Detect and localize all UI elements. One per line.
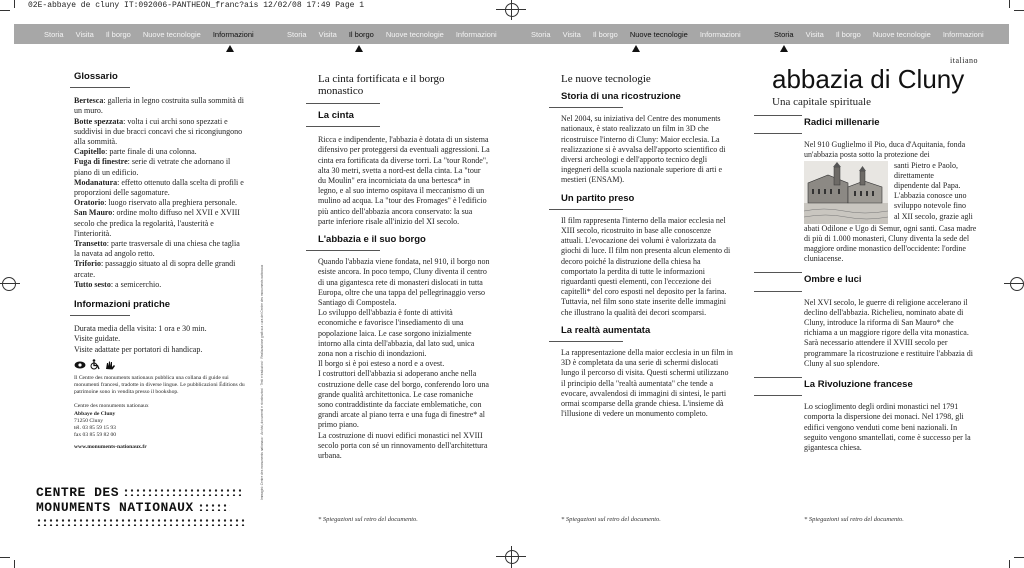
cmn-logo	[36, 486, 250, 528]
crop-mark	[1004, 283, 1024, 284]
paragraph: La rappresentazione della maior ecclesia in un film in 3D è completata da una serie di schermi dislocati lungo il percorso di visita. Questi schermi utilizzano il principio della "realtà aumentata" che tende a evocare, avvalendosi di immagini di sintesi, le parti ormai scomparse della grande chiesa. L'insieme dà l'illusione di vedere un monumento completo.	[561, 348, 733, 419]
nav-informazioni[interactable]: Informazioni	[942, 29, 984, 39]
subsection-title: La realtà aumentata	[561, 324, 651, 336]
crop-mark	[0, 557, 10, 558]
paragraph: Nel 2004, su iniziativa del Centre des monuments nationaux, è stato realizzato un film in 3D che ricostruisce l'interno di Cluny: Maior ecclesia. La realizzazione si è avvalsa dell'apporto scientifico di diversi archeologi e dell'apporto tecnico degli ingegneri della scuola nazionale superiore di arti e mestieri (ENSAM).	[561, 114, 726, 185]
glossary-title: Glossario	[74, 71, 118, 82]
glossary-entry: Triforio: passaggio situato al di sopra delle grandi arcate.	[74, 259, 236, 279]
collection-note: Il Centre des monuments nationaux pubblica una collana di guide sui monumenti francesi, tradotte in diverse lingue. Le pubblicazioni Éditions du patrimoine sono in vendita presso il bookshop.	[74, 374, 245, 396]
subsection-title: L'abbazia e il suo borgo	[318, 234, 426, 246]
nav-group-1	[44, 24, 266, 44]
crop-mark	[0, 10, 10, 11]
nav-informazioni[interactable]: Informazioni	[455, 29, 497, 39]
crop-mark	[0, 283, 20, 284]
nav-visita[interactable]: Visita	[318, 29, 337, 39]
footnote: * Spiegazioni sul retro del documento.	[561, 516, 661, 523]
column-informazioni	[74, 60, 246, 451]
paragraph: Lo scioglimento degli ordini monastici nel 1791 comporta la dispersione dei monaci. Nel 1798, gli edifici vengono venduti come beni nazionali. In seguito vengono smantellati, come è successo per la gigantesca chiesa.	[804, 402, 971, 453]
nav-storia[interactable]: Storia	[531, 29, 551, 39]
wheelchair-icon	[90, 359, 101, 370]
paragraph: Quando l'abbazia viene fondata, nel 910, il borgo non esiste ancora. In poco tempo, Cluny diventa il centro di una gigantesca rete di monasteri dislocati in tutta Europa, oltre che una tappa del pellegrinaggio verso Santiago di Compostela.	[318, 257, 490, 308]
address-line: 71250 Cluny	[74, 417, 104, 424]
paragraph: Il film rappresenta l'interno della maior ecclesia nel XIII secolo, ricostruito in base alle conoscenze attuali. L'evocazione dei volumi è valorizzata da giochi di luce. Il film non presenta alcun elemento di decoro poiché la distruzione della chiesa ha comportato la perdita di tutte le informazioni riguardanti questi elementi, con l'eccezione dei capitelli* del coro esposti nel deposito per la farina. Tuttavia, nel film sono state inserite delle immagini che illustrano la qualità dei decori scomparsi.	[561, 215, 731, 317]
roots-text	[804, 140, 978, 264]
registration-target-icon	[1010, 277, 1024, 291]
nav-il-borgo[interactable]: Il borgo	[105, 29, 131, 39]
divider	[549, 341, 623, 342]
subsection-title: Radici millenarie	[804, 117, 880, 128]
nav-group-4	[774, 24, 996, 44]
address-line: fax 03 85 59 82 00	[74, 432, 117, 439]
column-storia	[772, 56, 978, 453]
glossary-entry: Transetto: parte trasversale di una chiesa che taglia la navata ad angolo retto.	[74, 239, 240, 259]
paragraph: abati Odilone e Ugo di Semur, ogni santi. Casa madre di più di 1.000 monasteri, Cluny diventa la sede del maggiore ordine monastico dell'occidente: l'ordine cluniacense.	[804, 223, 977, 264]
practical-info-item: Durata media della visita: 1 ora e 30 min.	[74, 324, 207, 334]
active-marker-icon	[780, 45, 788, 52]
address-line: Centre des monuments nationaux	[74, 403, 149, 410]
nav-il-borgo[interactable]: Il borgo	[348, 29, 374, 39]
column-nuove-tecnologie	[561, 60, 733, 419]
logo-dots	[123, 488, 241, 496]
wrapped-line: santi Pietro e Paolo,	[894, 160, 958, 170]
active-marker-icon	[226, 45, 234, 52]
wrapped-line: dipendente dal Papa.	[894, 181, 961, 191]
practical-info-title: Informazioni pratiche	[74, 299, 171, 311]
nav-storia[interactable]: Storia	[44, 29, 64, 39]
crop-mark	[1014, 10, 1024, 11]
nav-storia[interactable]: Storia	[774, 29, 794, 39]
paragraph: La costruzione di nuovi edifici monastici nel XVIII secolo porta con sé un rinnovamento dell'architettura urbana.	[318, 430, 488, 461]
divider	[754, 272, 802, 273]
divider	[549, 209, 623, 210]
nav-nuove-tecnologie[interactable]: Nuove tecnologie	[872, 29, 931, 39]
main-title: abbazia di Cluny	[772, 64, 965, 94]
subsection-title: La cinta	[318, 110, 354, 121]
eye-icon	[74, 360, 86, 370]
nav-il-borgo[interactable]: Il borgo	[592, 29, 618, 39]
active-marker-icon	[355, 45, 363, 52]
divider	[754, 115, 802, 116]
registration-target-icon	[2, 277, 16, 291]
glossary-entry: San Mauro: ordine molto diffuso nel XVII e XVIII secolo che predica la regolarità, l'austerità e l'interiorità.	[74, 208, 240, 238]
section-title: Le nuove tecnologie	[561, 73, 651, 85]
subtitle: Una capitale spirituale	[772, 96, 871, 108]
paragraph: Nel 910 Guglielmo il Pio, duca d'Aquitania, fonda un'abbazia posta sotto la protezione dei	[804, 140, 966, 160]
divider	[70, 315, 130, 316]
website-link[interactable]: www.monuments-nationaux.fr	[74, 443, 147, 450]
nav-bar	[14, 24, 1009, 44]
registration-target-icon	[505, 550, 519, 564]
vertical-credits: Immagini: Centre des monuments nationaux · Archivi, documenti e ricostruzioni · Testi e traduzioni · Realizzazione grafica a cura del Centre des monuments nationaux	[260, 264, 264, 500]
paragraph: Lo sviluppo dell'abbazia è fonte di attività economiche e favorisce l'insediamento di una popolazione laica. Le case sorgono inizialmente intorno alla cinta dell'abbazia, dal lato sud, unica zona non a rischio di inondazioni.	[318, 308, 475, 359]
paragraph: Il borgo si è poi esteso a nord e a ovest.	[318, 359, 445, 369]
glossary-entry: Botte spezzata: volta i cui archi sono spezzati e suddivisi in due bracci concavi che si ricongiungono alla sommità.	[74, 116, 243, 147]
divider	[754, 291, 802, 292]
nav-informazioni[interactable]: Informazioni	[699, 29, 741, 39]
registration-target-icon	[505, 3, 519, 17]
crop-mark	[511, 546, 512, 568]
wrapped-line: al XII secolo, grazie agli	[894, 211, 973, 221]
paragraph: I costruttori dell'abbazia si adoperano anche nella costruzione delle case del borgo, conferendo loro una grande qualità architettonica. Le case romaniche sono contraddistinte da facciate emblematiche, con grandi arcate al piano terra e una fuga di finestre* al primo piano.	[318, 369, 489, 430]
paragraph: Nel XVI secolo, le guerre di religione accelerano il declino dell'abbazia. Richelieu, nominato abate di Cluny, introduce la riforma di San Mauro* che richiama a un maggiore rigore della vita monastica. Sarà necessario attendere il XVIII secolo per programmare la ricostruzione e restituire l'abbazia di Cluny al suo splendore.	[804, 297, 973, 368]
accessibility-icons	[74, 359, 246, 371]
nav-nuove-tecnologie[interactable]: Nuove tecnologie	[629, 29, 688, 39]
glossary-entry: Capitello: parte finale di una colonna.	[74, 147, 197, 157]
subsection-title: Ombre e luci	[804, 274, 862, 286]
nav-storia[interactable]: Storia	[287, 29, 307, 39]
divider	[306, 103, 380, 104]
divider	[549, 107, 623, 108]
crop-mark	[1009, 560, 1010, 568]
address-line: Abbaye de Cluny	[74, 410, 116, 417]
divider	[754, 395, 802, 396]
glossary-entry: Modanatura: effetto ottenuto dalla scelta di profili e proporzioni delle sagomature.	[74, 177, 244, 198]
divider	[306, 126, 380, 127]
practical-info-list	[74, 324, 246, 355]
glossary-list	[74, 96, 246, 290]
subsection-title: La Rivoluzione francese	[804, 379, 913, 391]
subsection-title: Un partito preso	[561, 192, 635, 204]
nav-nuove-tecnologie[interactable]: Nuove tecnologie	[142, 29, 201, 39]
footnote: * Spiegazioni sul retro del documento.	[318, 516, 418, 523]
paragraph: Ricca e indipendente, l'abbazia è dotata di un sistema difensivo per proteggersi da eventuali aggressioni. La cinta era fortificata da diverse torri. La "tour Ronde", alta 30 metri, svetta a nord-est della cinta. La "tour du Moulin" era incorniciata da una bertesca* in legno, e al suo interno ospitava il meccanismo di un mulino ad acqua. La "tour des Fromages" è l'edificio più antico dell'abbazia ancora conservato: la sua parte inferiore risale all'inizio del XI secolo.	[318, 135, 490, 226]
paragraph-group	[318, 257, 490, 461]
divider	[754, 377, 802, 378]
nav-nuove-tecnologie[interactable]: Nuove tecnologie	[385, 29, 444, 39]
nav-visita[interactable]: Visita	[75, 29, 94, 39]
nav-visita[interactable]: Visita	[805, 29, 824, 39]
hands-icon	[105, 360, 117, 370]
language-label: italiano	[950, 56, 978, 65]
active-marker-icon	[632, 45, 640, 52]
logo-dots	[36, 518, 246, 526]
footnote: * Spiegazioni sul retro del documento.	[804, 516, 904, 523]
crop-mark	[1014, 557, 1024, 558]
subsection-title: Storia di una ricostruzione	[561, 91, 681, 102]
abbey-engraving	[804, 161, 888, 224]
divider	[754, 133, 802, 134]
wrapped-line: sviluppo notevole fino	[894, 201, 966, 211]
logo-line-1: CENTRE DES	[36, 484, 120, 500]
wrapped-line: L'abbazia conosce uno	[894, 191, 967, 201]
crop-mark	[1009, 0, 1010, 8]
nav-group-3	[531, 24, 753, 44]
crop-mark	[14, 560, 15, 568]
glossary-entry: Oratorio: luogo riservato alla preghiera personale.	[74, 198, 238, 208]
print-header: 02E-abbaye de cluny IT:092006-PANTHEON_franc?ais 12/02/08 17:49 Page 1	[28, 1, 365, 10]
divider	[70, 87, 130, 88]
address-block	[74, 403, 246, 439]
practical-info-item: Visite guidate.	[74, 334, 121, 344]
wrapped-line: direttamente	[894, 170, 934, 180]
nav-visita[interactable]: Visita	[562, 29, 581, 39]
divider	[306, 250, 380, 251]
nav-informazioni[interactable]: Informazioni	[212, 29, 254, 39]
section-title: La cinta fortificata e il borgo monastico	[318, 73, 445, 97]
logo-line-2: MONUMENTS NATIONAUX	[36, 499, 194, 515]
crop-mark	[14, 0, 15, 8]
nav-group-2	[287, 24, 509, 44]
glossary-entry: Tutto sesto: a semicerchio.	[74, 279, 162, 289]
glossary-entry: Fuga di finestre: serie di vetrate che adornano il piano di un edificio.	[74, 157, 231, 177]
logo-dots	[198, 503, 230, 511]
column-il-borgo	[318, 60, 490, 461]
nav-il-borgo[interactable]: Il borgo	[835, 29, 861, 39]
glossary-entry: Bertesca: galleria in legno costruita sulla sommità di un muro.	[74, 96, 244, 116]
practical-info-item: Visite adattate per portatori di handicap.	[74, 344, 203, 354]
crop-mark	[511, 0, 512, 20]
address-line: tél. 03 85 59 15 93	[74, 425, 116, 432]
